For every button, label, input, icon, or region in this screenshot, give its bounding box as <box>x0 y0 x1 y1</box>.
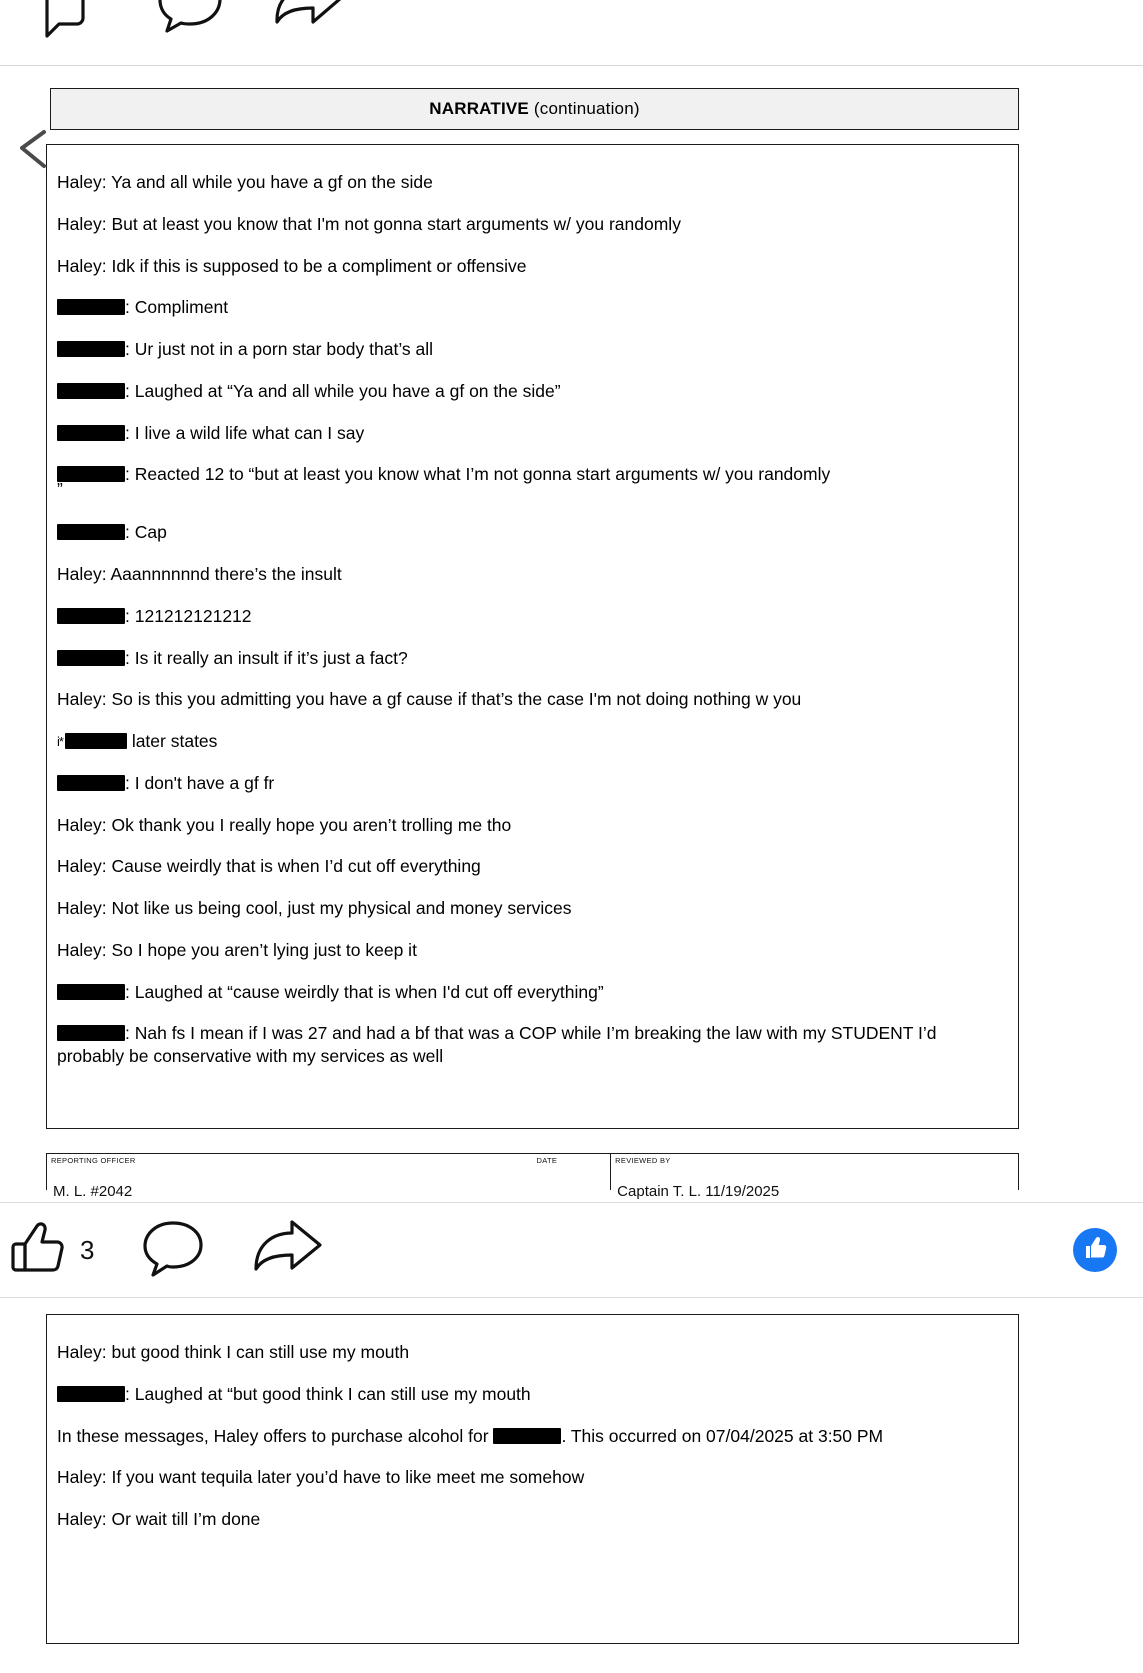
form-footer-row <box>46 1153 1019 1200</box>
police-report-page-1 <box>0 88 1143 1200</box>
redaction-bar <box>57 425 125 441</box>
message-sender: Haley: <box>57 939 107 960</box>
narrative-line <box>57 897 994 920</box>
message-text: : Ur just not in a porn star body that’s all <box>125 339 434 359</box>
narrative-line <box>57 563 994 586</box>
narrative-line <box>57 1341 994 1364</box>
narrative-line <box>57 1466 994 1489</box>
narrative-title: NARRATIVE <box>429 99 529 118</box>
message-text: : Laughed at “but good think I can still use my mouth <box>125 1383 531 1404</box>
share-outline-icon <box>252 1219 324 1282</box>
message-text: : Laughed at “cause weirdly that is when I'd cut off everything” <box>125 981 604 1002</box>
redaction-bar <box>57 1025 125 1041</box>
narrative-line <box>57 814 994 837</box>
redaction-bar <box>57 524 125 540</box>
narrative-header <box>50 88 1019 130</box>
redaction-bar <box>57 650 125 666</box>
reviewed-by-label: REVIEWED BY <box>615 1156 671 1165</box>
message-text: : Compliment <box>125 297 229 318</box>
narrative-line <box>57 730 994 753</box>
narrative-line <box>57 981 994 1004</box>
reaction-badge[interactable] <box>1073 1228 1117 1272</box>
narrative-line <box>57 338 994 361</box>
message-text: later states <box>126 731 218 751</box>
message-text: : Cap <box>125 522 167 543</box>
share-outline-icon <box>273 0 347 66</box>
top-comment-button[interactable] <box>130 0 250 66</box>
narrative-line <box>57 1022 994 1068</box>
message-text: But at least you know that I'm not gonna start arguments w/ you randomly <box>106 213 681 234</box>
message-text: So is this you admitting you have a gf cause if that’s the case I'm not doing nothing w you <box>106 689 802 710</box>
date-cell <box>533 1154 611 1190</box>
post-action-bar <box>0 1202 1143 1298</box>
message-text: : Nah fs I mean if I was 27 and had a bf that was a COP while I’m breaking the law with my STUDENT I’d probably be conservative with my services as well <box>57 1023 937 1066</box>
top-action-bar <box>0 0 1143 66</box>
reporting-officer-label: REPORTING OFFICER <box>51 1156 136 1165</box>
narrative-line <box>57 1383 994 1406</box>
narrative-line <box>57 688 994 711</box>
narrative-line <box>57 647 994 670</box>
message-sender: Haley: <box>57 564 107 584</box>
narrative-line-quote-tail: ” <box>57 479 63 499</box>
redaction-bar <box>57 341 125 357</box>
date-label: DATE <box>536 1156 558 1165</box>
narrative-line <box>57 296 994 319</box>
narrative-line <box>57 939 994 962</box>
message-text: : Is it really an insult if it’s just a fact? <box>125 647 408 668</box>
thumbs-up-outline-icon <box>10 1220 66 1281</box>
reporting-officer-cell <box>47 1154 533 1200</box>
redaction-bar <box>57 775 125 791</box>
top-share-button[interactable] <box>250 0 370 66</box>
redaction-bar <box>57 299 125 315</box>
message-sender: Haley: <box>57 856 107 877</box>
redaction-bar <box>57 383 125 399</box>
narrative-body-page-1 <box>46 144 1019 1129</box>
narrative-line <box>57 171 994 194</box>
message-text: : I don't have a gf fr <box>125 772 275 793</box>
redaction-bar <box>57 984 125 1000</box>
narrative-line <box>57 1425 994 1448</box>
like-count: 3 <box>80 1234 95 1265</box>
message-text: : I live a wild life what can I say <box>125 422 365 443</box>
message-text: Cause weirdly that is when I’d cut off everything <box>106 856 481 877</box>
message-text: Ya and all while you have a gf on the side <box>106 172 433 192</box>
share-button[interactable] <box>252 1219 324 1282</box>
redaction-bar <box>57 466 125 482</box>
message-text: Or wait till I’m done <box>106 1509 261 1529</box>
like-button[interactable] <box>10 1220 94 1281</box>
narrative-line <box>57 213 994 236</box>
narrative-summary-after: . This occurred on 07/04/2025 at 3:50 PM <box>561 1425 884 1446</box>
reviewed-by-cell <box>610 1154 1018 1200</box>
police-report-page-2 <box>46 1314 1019 1644</box>
narrative-line <box>57 855 994 878</box>
message-text: Idk if this is supposed to be a compliment or offensive <box>106 255 527 276</box>
top-like-button[interactable] <box>10 0 130 66</box>
redaction-bar <box>57 608 125 624</box>
like-outline-icon <box>41 0 99 66</box>
comment-button[interactable] <box>142 1219 204 1282</box>
narrative-subtitle: (continuation) <box>533 99 640 118</box>
narrative-line <box>57 772 994 795</box>
message-sender: Haley: <box>57 1467 107 1488</box>
artifact-glyph: i* <box>57 734 63 749</box>
redaction-bar <box>493 1428 561 1444</box>
message-sender: Haley: <box>57 1509 107 1529</box>
message-sender: Haley: <box>57 172 107 192</box>
redaction-bar <box>57 1386 125 1402</box>
message-text: So I hope you aren’t lying just to keep it <box>106 939 417 960</box>
message-text: Ok thank you I really hope you aren’t trolling me tho <box>106 814 512 835</box>
thumbs-up-filled-icon <box>1082 1235 1108 1266</box>
message-text: Aaannnnnnd there’s the insult <box>106 564 342 584</box>
message-sender: Haley: <box>57 689 107 710</box>
narrative-summary-before: In these messages, Haley offers to purchase alcohol for <box>57 1425 494 1446</box>
redaction-bar <box>65 733 127 749</box>
message-sender: Haley: <box>57 898 107 918</box>
narrative-line <box>57 1508 994 1531</box>
message-text: : Reacted 12 to “but at least you know what I’m not gonna start arguments w/ you randomly <box>125 464 831 485</box>
reporting-officer-value: M. L. #2042 <box>53 1183 133 1200</box>
message-sender: Haley: <box>57 1342 107 1362</box>
comment-outline-icon <box>157 0 223 66</box>
message-text: : 121212121212 <box>125 605 252 626</box>
narrative-line <box>57 422 994 445</box>
comment-outline-icon <box>142 1219 204 1282</box>
message-sender: Haley: <box>57 255 107 276</box>
narrative-line <box>57 521 994 544</box>
narrative-line <box>57 255 994 278</box>
narrative-line <box>57 380 994 403</box>
message-sender: Haley: <box>57 814 107 835</box>
back-chevron-icon[interactable] <box>14 128 50 168</box>
message-sender: Haley: <box>57 213 107 234</box>
message-text: Not like us being cool, just my physical and money services <box>106 898 572 918</box>
narrative-line <box>57 605 994 628</box>
message-text: but good think I can still use my mouth <box>106 1342 410 1362</box>
reviewed-by-value: Captain T. L. 11/19/2025 <box>617 1183 780 1200</box>
message-text: : Laughed at “Ya and all while you have a gf on the side” <box>125 380 561 401</box>
message-text: If you want tequila later you’d have to like meet me somehow <box>106 1467 585 1488</box>
